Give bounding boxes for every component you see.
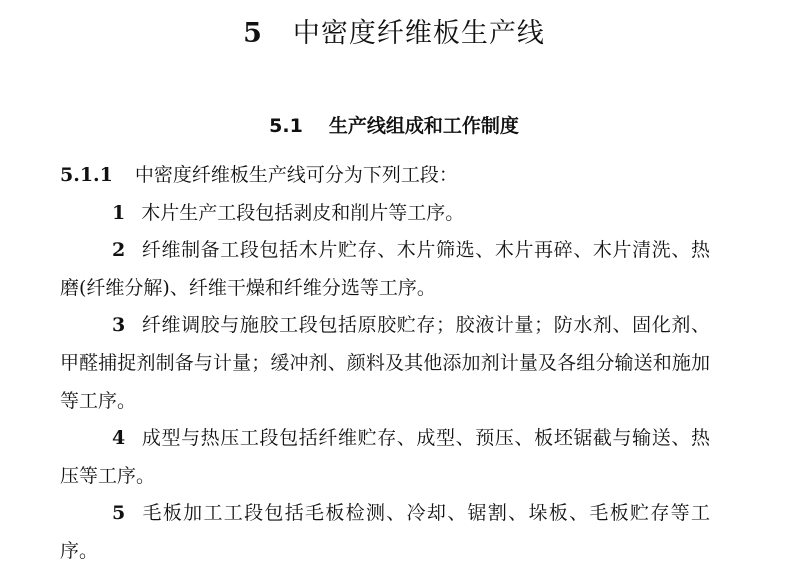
- chapter-title: 中密度纤维板生产线: [292, 18, 545, 49]
- list-item: [60, 420, 710, 495]
- item-text: 木片生产工段包括剥皮和削片等工序。: [141, 201, 465, 224]
- item-number: 4: [112, 427, 126, 450]
- item-number: 2: [112, 239, 126, 262]
- list-item: [60, 195, 710, 233]
- clause-text: 中密度纤维板生产线可分为下列工段：: [134, 164, 458, 186]
- chapter-number: 5: [243, 18, 263, 49]
- section-heading: [0, 112, 788, 140]
- item-text: 纤维制备工段包括木片贮存、木片筛选、木片再碎、木片清洗、热磨(纤维分解)、纤维干燥和纤维分选等工序。: [60, 239, 710, 299]
- item-text: 纤维调胶与施胶工段包括原胶贮存；胶液计量；防水剂、固化剂、甲醛捕捉剂制备与计量；缓冲剂、颜料及其他添加剂计量及各组分输送和施加等工序。: [60, 314, 710, 412]
- item-number: 3: [112, 314, 126, 337]
- section-number: 5.1: [269, 115, 303, 137]
- item-text: 成型与热压工段包括纤维贮存、成型、预压、板坯锯截与输送、热压等工序。: [60, 427, 710, 487]
- item-number: 1: [112, 201, 126, 224]
- item-text: 毛板加工工段包括毛板检测、冷却、锯割、垛板、毛板贮存等工序。: [60, 502, 710, 562]
- item-number: 5: [112, 502, 126, 525]
- clause-number: 5.1.1: [60, 164, 113, 186]
- clause-paragraph: [60, 157, 710, 195]
- section-title: 生产线组成和工作制度: [328, 115, 519, 137]
- list-item: [60, 495, 710, 570]
- chapter-heading: [0, 14, 788, 54]
- document-body: [60, 157, 710, 571]
- list-item: [60, 307, 710, 420]
- list-item: [60, 232, 710, 307]
